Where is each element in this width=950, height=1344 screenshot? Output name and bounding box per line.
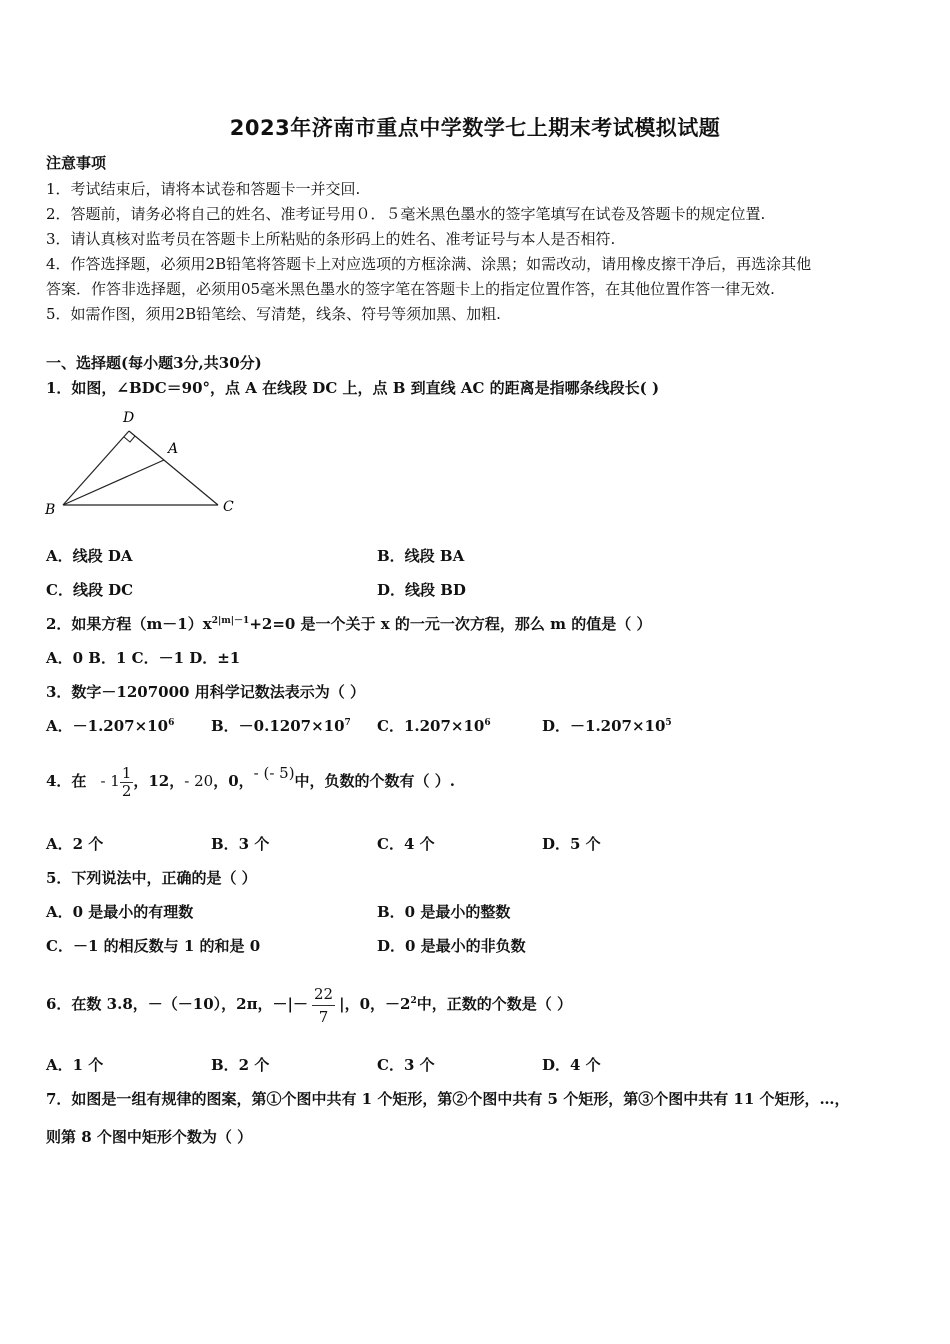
option: C．4 个 xyxy=(377,835,435,853)
label-d: D xyxy=(123,410,135,426)
notice-heading: 注意事项 xyxy=(46,154,107,172)
fraction: $\frac{22}{7}$ xyxy=(314,984,334,1026)
option: A．线段 DA xyxy=(46,547,133,565)
notice-item: 答案．作答非选择题，必须用05毫米黑色墨水的签字笔在答题卡上的指定位置作答，在其他位置作答一律无效. xyxy=(46,280,775,298)
notice-item: 3．请认真核对监考员在答题卡上所粘贴的条形码上的姓名、准考证号与本人是否相符. xyxy=(46,230,616,248)
option: A．0 是最小的有理数 xyxy=(46,903,194,921)
q2-exponent: 2|m|－1 xyxy=(211,616,250,626)
q2-stem-a: 2．如果方程（m－1）x xyxy=(46,615,212,633)
segment-bd xyxy=(63,431,129,505)
option: D．5 个 xyxy=(542,835,601,853)
option: C．线段 DC xyxy=(46,581,134,599)
question-4-stem: 4．在 - 1 $\frac{1}{2}$ ，12，- 20，0，- (- 5)中，负数的个数有（ ）. xyxy=(46,763,455,800)
mixed-number-whole: - 1 xyxy=(100,772,120,790)
option: D．线段 BD xyxy=(377,581,466,599)
value: - (- 5) xyxy=(253,764,295,782)
question-5-stem: 5．下列说法中，正确的是（ ） xyxy=(46,869,257,887)
section-heading: 一、选择题(每小题3分,共30分) xyxy=(46,354,262,372)
label-c: C xyxy=(223,499,234,515)
label-a: A xyxy=(168,441,179,457)
segment-ba xyxy=(63,460,164,505)
triangle-figure xyxy=(40,405,240,520)
option: B．$-0.1207\times 10^7$ xyxy=(211,717,351,735)
question-7-stem-cont: 则第 8 个图中矩形个数为（ ） xyxy=(46,1128,253,1146)
fraction: $\frac{1}{2}$ xyxy=(121,763,132,800)
option: D．4 个 xyxy=(542,1056,601,1074)
question-7-stem: 7．如图是一组有规律的图案，第①个图中共有 1 个矩形，第②个图中共有 5 个矩形，第③个图中共有 11 个矩形，…， xyxy=(46,1090,850,1108)
value: - 20 xyxy=(184,772,214,790)
question-3-stem: 3．数字－1207000 用科学记数法表示为（ ） xyxy=(46,683,365,701)
question-2-stem xyxy=(46,613,651,634)
question-6-stem: 6．在数 3.8，－（－10），2π，－|－ $\frac{22}{7}$ |，0，$-2^2$中，正数的个数是（ ） xyxy=(46,984,572,1026)
label-b: B xyxy=(45,502,56,518)
option: D．0 是最小的非负数 xyxy=(377,937,526,955)
option: B．线段 BA xyxy=(377,547,465,565)
option: B．2 个 xyxy=(211,1056,270,1074)
option: B．3 个 xyxy=(211,835,270,853)
page-title: 2023年济南市重点中学数学七上期末考试模拟试题 xyxy=(229,116,721,140)
question-2-options: A．0 B．1 C．－1 D．±1 xyxy=(46,649,241,667)
right-angle-mark xyxy=(124,436,135,442)
option: C．－1 的相反数与 1 的和是 0 xyxy=(46,937,261,955)
option: A．2 个 xyxy=(46,835,104,853)
option: D．$-1.207\times 10^5$ xyxy=(542,717,672,735)
question-1-stem: 1．如图，∠BDC＝90°，点 A 在线段 DC 上，点 B 到直线 AC 的距离是指哪条线段长( ) xyxy=(46,379,660,397)
option: A．1 个 xyxy=(46,1056,104,1074)
option: A．$-1.207\times 10^6$ xyxy=(46,717,175,735)
notice-item: 4．作答选择题，必须用2B铅笔将答题卡上对应选项的方框涂满、涂黑；如需改动，请用橡皮擦干净后，再选涂其他 xyxy=(46,255,812,273)
notice-item: 5．如需作图，须用2B铅笔绘、写清楚，线条、符号等须加黑、加粗. xyxy=(46,305,501,323)
notice-item: 1．考试结束后，请将本试卷和答题卡一并交回. xyxy=(46,180,361,198)
q2-stem-b: +2=0 是一个关于 x 的一元一次方程，那么 m 的值是（ ） xyxy=(249,615,652,633)
option: C．3 个 xyxy=(377,1056,435,1074)
option: B．0 是最小的整数 xyxy=(377,903,511,921)
notice-item: 2．答题前，请务必将自己的姓名、准考证号用０．５毫米黑色墨水的签字笔填写在试卷及答题卡的规定位置. xyxy=(46,205,766,223)
option: C．$1.207\times 10^6$ xyxy=(377,717,491,735)
